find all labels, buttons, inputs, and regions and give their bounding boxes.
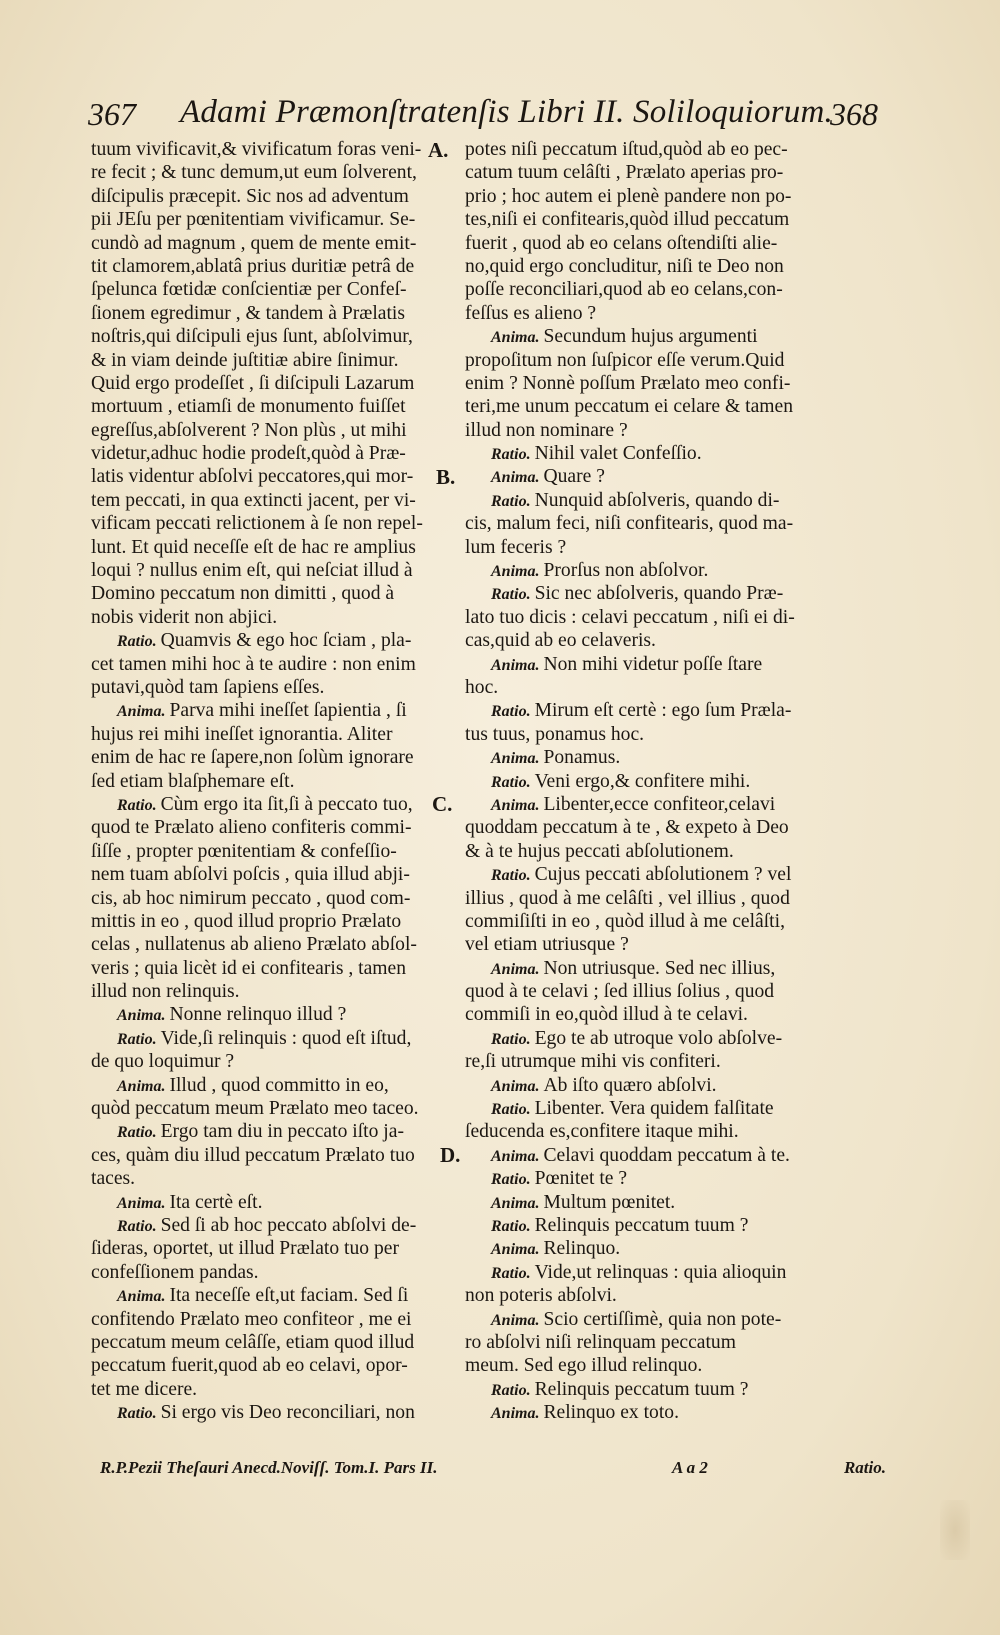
line-text: confeſſionem pandas. <box>91 1261 259 1283</box>
line-text: ſpelunca fœtidæ conſcientiæ per Confeſ- <box>91 279 407 301</box>
line-text: quod te Prælato alieno confiteris commi- <box>91 817 412 839</box>
text-line <box>465 325 845 348</box>
line-text: potes niſi peccatum iſtud,quòd ab eo pec- <box>465 139 788 160</box>
line-text: ces, quàm diu illud peccatum Prælato tuo <box>91 1144 415 1166</box>
speaker-label: Ratio. <box>117 1124 157 1142</box>
line-text: tuum vivificavit,& vivificatum foras veni- <box>91 139 422 160</box>
line-text: fuerit , quod ab eo celans oſtendiſti alie- <box>465 232 778 254</box>
line-text: nobis viderit non abjici. <box>91 606 278 628</box>
text-line <box>91 582 463 605</box>
signature-mark: A a 2 <box>672 1458 708 1477</box>
text-line <box>465 1003 845 1026</box>
line-text: Ergo tam diu in peccato iſto ja- <box>160 1121 404 1143</box>
text-line <box>465 1027 845 1050</box>
line-text: tet me dicere. <box>91 1378 198 1400</box>
text-line <box>91 1027 463 1050</box>
text-line <box>91 1401 463 1424</box>
line-text: peccatum meum celâſſe, etiam quod illud <box>91 1331 415 1353</box>
line-text: enim de hac re ſapere,non ſolùm ignorare <box>91 747 414 769</box>
line-text: mortuum , etiamſi de monumento fuiſſet <box>91 396 406 418</box>
speaker-label: Anima. <box>491 563 540 581</box>
line-text: lum feceris ? <box>465 536 567 558</box>
text-line <box>91 980 463 1003</box>
line-text: Parva mihi ineſſet ſapientia , ſi <box>169 700 407 722</box>
text-line <box>465 395 845 418</box>
line-text: Ponamus. <box>543 747 621 769</box>
line-text: tem peccati, in qua extincti jacent, per vi- <box>91 489 416 511</box>
text-line <box>91 1144 463 1167</box>
page-header <box>88 92 878 138</box>
text-line <box>91 910 463 933</box>
speaker-label: Anima. <box>491 1194 540 1212</box>
text-line <box>465 419 845 442</box>
text-line <box>465 278 845 301</box>
text-line <box>465 840 845 863</box>
line-text: ſed etiam blaſphemare eſt. <box>91 770 295 792</box>
running-title: Adami Præmonſtratenſis Libri II. Soliloquiorum. <box>180 94 833 130</box>
line-text: quòd peccatum meum Prælato meo taceo. <box>91 1098 419 1120</box>
line-text: latis videntur abſolvi peccatores,qui mor- <box>91 466 414 488</box>
line-text: Relinquis peccatum tuum ? <box>534 1214 749 1236</box>
text-line <box>91 676 463 699</box>
text-line <box>465 465 845 488</box>
line-text: tus tuus, ponamus hoc. <box>465 723 645 745</box>
line-text: Relinquo ex toto. <box>543 1402 679 1424</box>
text-line <box>91 302 463 325</box>
text-line <box>465 746 845 769</box>
speaker-label: Ratio. <box>491 446 531 464</box>
line-text: Ita certè eſt. <box>169 1191 263 1213</box>
line-text: noſtris,qui diſcipuli ejus ſunt, abſolvimur, <box>91 326 413 348</box>
line-text: ſeducenda es,confitere itaque mihi. <box>465 1121 739 1143</box>
text-line <box>91 1003 463 1026</box>
text-line <box>465 161 845 184</box>
speaker-label: Ratio. <box>491 1101 531 1119</box>
speaker-label: Anima. <box>117 703 166 721</box>
text-line <box>91 325 463 348</box>
line-text: peccatum fuerit,quod ab eo celavi, opor- <box>91 1355 408 1377</box>
speaker-label: Ratio. <box>117 1030 157 1048</box>
speaker-label: Anima. <box>491 1241 540 1259</box>
line-text: feſſus es alieno ? <box>465 302 597 324</box>
text-line <box>465 208 845 231</box>
text-line <box>465 185 845 208</box>
line-text: Quare ? <box>543 466 605 488</box>
text-line <box>91 1167 463 1190</box>
text-line <box>91 395 463 418</box>
line-text: teri,me unum peccatum ei celare & tamen <box>465 396 794 418</box>
speaker-label: Anima. <box>117 1077 166 1095</box>
text-line <box>465 349 845 372</box>
line-text: vel etiam utriusque ? <box>465 934 629 956</box>
line-text: Veni ergo,& confitere mihi. <box>534 770 751 792</box>
text-line <box>465 723 845 746</box>
text-line <box>91 512 463 535</box>
text-line <box>91 559 463 582</box>
text-line <box>91 1284 463 1307</box>
margin-letter-a: A. <box>428 138 449 162</box>
paper-stain <box>940 1500 970 1560</box>
line-text: Pœnitet te ? <box>534 1168 628 1190</box>
line-text: Ego te ab utroque volo abſolve- <box>534 1027 783 1049</box>
line-text: illius , quod à me celâſti , vel illius , quod <box>465 887 790 909</box>
speaker-label: Anima. <box>491 796 540 814</box>
text-line <box>91 1378 463 1401</box>
speaker-label: Anima. <box>117 1007 166 1025</box>
speaker-label: Ratio. <box>491 492 531 510</box>
text-line <box>465 910 845 933</box>
line-text: Vide,ſi relinquis : quod eſt iſtud, <box>160 1027 412 1049</box>
speaker-label: Anima. <box>491 1077 540 1095</box>
line-text: hoc. <box>465 676 499 698</box>
line-text: Ab iſto quæro abſolvi. <box>543 1074 717 1096</box>
line-text: celas , nullatenus ab alieno Prælato abſol- <box>91 934 417 956</box>
text-line <box>465 1050 845 1073</box>
text-line <box>91 1237 463 1260</box>
speaker-label: Anima. <box>117 1194 166 1212</box>
line-text: Scio certiſſimè, quia non pote- <box>543 1308 782 1330</box>
line-text: & in viam deinde juſtitiæ abire ſinimur. <box>91 349 399 371</box>
text-line <box>91 185 463 208</box>
page-number-left: 367 <box>88 96 136 132</box>
line-text: vificam peccati relictionem à ſe non repel- <box>91 513 423 535</box>
text-line <box>465 138 845 161</box>
line-text: confitendo Prælato meo confiteor , me ei <box>91 1308 412 1330</box>
line-text: Si ergo vis Deo reconciliari, non <box>160 1402 415 1424</box>
line-text: nem tuam abſolvi poſcis , quia illud abji- <box>91 864 410 886</box>
speaker-label: Anima. <box>491 656 540 674</box>
line-text: illud non nominare ? <box>465 419 628 441</box>
line-text: Sed ſi ab hoc peccato abſolvi de- <box>160 1214 417 1236</box>
speaker-label: Ratio. <box>117 796 157 814</box>
line-text: lunt. Et quid neceſſe eſt de hac re amplius <box>91 536 416 558</box>
line-text: ſideras, oportet, ut illud Prælato tuo per <box>91 1238 400 1260</box>
line-text: non poteris abſolvi. <box>465 1285 617 1307</box>
text-line <box>91 793 463 816</box>
margin-letter-b: B. <box>436 465 456 489</box>
line-text: Prorſus non abſolvor. <box>543 560 709 582</box>
line-text: diſcipulis præcepit. Sic nos ad adventum <box>91 185 409 207</box>
speaker-label: Ratio. <box>491 586 531 604</box>
line-text: pii JEſu per pœnitentiam vivificamur. Se- <box>91 209 416 231</box>
speaker-label: Ratio. <box>117 633 157 651</box>
line-text: Secundum hujus argumenti <box>543 326 758 348</box>
text-line <box>91 629 463 652</box>
text-line <box>465 863 845 886</box>
text-line <box>465 232 845 255</box>
text-line <box>465 1284 845 1307</box>
speaker-label: Ratio. <box>491 1171 531 1189</box>
text-line <box>465 793 845 816</box>
text-line <box>91 770 463 793</box>
text-line <box>91 442 463 465</box>
catchword: Ratio. <box>843 1458 886 1477</box>
line-text: Domino peccatum non dimitti , quod à <box>91 583 395 605</box>
text-line <box>465 489 845 512</box>
text-line <box>465 1331 845 1354</box>
line-text: tit clamorem,ablatâ prius duritiæ petrâ de <box>91 255 415 277</box>
text-line <box>91 933 463 956</box>
text-line <box>91 1214 463 1237</box>
line-text: cis, malum feci, niſi confitearis, quod ma- <box>465 513 794 535</box>
text-line <box>465 442 845 465</box>
speaker-label: Ratio. <box>491 703 531 721</box>
speaker-label: Anima. <box>491 960 540 978</box>
text-line <box>465 1191 845 1214</box>
text-line <box>91 887 463 910</box>
line-text: commiſiſti in eo , quòd illud à me celâſti, <box>465 910 785 932</box>
line-text: Quid ergo prodeſſet , ſi diſcipuli Lazarum <box>91 372 415 394</box>
line-text: Vide,ut relinquas : quia alioquin <box>534 1261 787 1283</box>
page-number-right: 368 <box>830 96 878 132</box>
text-line <box>465 957 845 980</box>
line-text: loqui ? nullus enim eſt, qui neſciat illud à <box>91 560 413 582</box>
text-line <box>465 676 845 699</box>
text-line <box>465 1214 845 1237</box>
text-line <box>465 1074 845 1097</box>
text-line <box>91 1261 463 1284</box>
speaker-label: Anima. <box>491 750 540 768</box>
text-line <box>91 1120 463 1143</box>
text-line <box>91 1074 463 1097</box>
line-text: taces. <box>91 1168 136 1190</box>
text-line <box>465 1308 845 1331</box>
speaker-label: Ratio. <box>491 1264 531 1282</box>
text-line <box>91 1191 463 1214</box>
line-text: tes,niſi ei confitearis,quòd illud peccatum <box>465 209 790 231</box>
text-line <box>91 699 463 722</box>
text-line <box>465 302 845 325</box>
text-line <box>91 208 463 231</box>
left-column <box>91 138 463 1424</box>
line-text: Cùm ergo ita ſit,ſi à peccato tuo, <box>160 793 413 815</box>
line-text: hujus rei mihi ineſſet ignorantia. Aliter <box>91 723 393 745</box>
line-text: meum. Sed ego illud relinquo. <box>465 1355 703 1377</box>
line-text: illud non relinquis. <box>91 981 240 1003</box>
text-line <box>91 653 463 676</box>
line-text: lato tuo dicis : celavi peccatum , niſi ei di- <box>465 606 795 628</box>
text-line <box>91 1331 463 1354</box>
text-line <box>465 980 845 1003</box>
text-line <box>465 699 845 722</box>
speaker-label: Anima. <box>117 1288 166 1306</box>
text-line <box>465 582 845 605</box>
line-text: Illud , quod committo in eo, <box>169 1074 389 1096</box>
line-text: de quo loquimur ? <box>91 1051 235 1073</box>
text-line <box>91 465 463 488</box>
line-text: videtur,adhuc hodie prodeſt,quòd à Præ- <box>91 443 406 465</box>
text-line <box>465 1401 845 1424</box>
line-text: Mirum eſt certè : ego ſum Præla- <box>534 700 792 722</box>
line-text: Relinquis peccatum tuum ? <box>534 1378 749 1400</box>
line-text: Nonne relinquo illud ? <box>169 1004 347 1026</box>
text-line <box>465 933 845 956</box>
speaker-label: Anima. <box>491 1405 540 1423</box>
text-line <box>465 653 845 676</box>
text-line <box>91 1097 463 1120</box>
text-line <box>91 816 463 839</box>
speaker-label: Ratio. <box>491 1030 531 1048</box>
text-line <box>465 1167 845 1190</box>
right-column <box>465 138 845 1424</box>
line-text: no,quid ergo concluditur, niſi te Deo non <box>465 255 784 277</box>
page-footer <box>100 1458 886 1488</box>
line-text: Sic nec abſolveris, quando Præ- <box>534 583 784 605</box>
line-text: ſiſſe , propter pœnitentiam & confeſſio- <box>91 840 397 862</box>
text-line <box>91 606 463 629</box>
line-text: re fecit ; & tunc demum,ut eum ſolverent, <box>91 162 417 184</box>
text-line <box>91 489 463 512</box>
text-line <box>465 1097 845 1120</box>
text-line <box>465 1261 845 1284</box>
line-text: catum tuum celâſti , Prælato aperias pro- <box>465 162 784 184</box>
text-line <box>465 1378 845 1401</box>
text-line <box>91 536 463 559</box>
line-text: cis, ab hoc nimirum peccato , quod com- <box>91 887 411 909</box>
speaker-label: Anima. <box>491 1311 540 1329</box>
text-line <box>91 255 463 278</box>
speaker-label: Ratio. <box>491 867 531 885</box>
line-text: prio ; hoc autem ei plenè pandere non po- <box>465 185 792 207</box>
text-line <box>465 1237 845 1260</box>
text-line <box>465 1120 845 1143</box>
text-line <box>91 161 463 184</box>
speaker-label: Anima. <box>491 469 540 487</box>
text-line <box>465 559 845 582</box>
line-text: egreſſus,abſolverent ? Non plùs , ut mihi <box>91 419 407 441</box>
line-text: commiſi in eo,quòd illud à te celavi. <box>465 1004 748 1026</box>
text-line <box>91 232 463 255</box>
line-text: Relinquo. <box>543 1238 621 1260</box>
line-text: mittis in eo , quod illud proprio Prælato <box>91 910 402 932</box>
margin-letter-d: D. <box>440 1143 461 1167</box>
text-line <box>465 255 845 278</box>
text-line <box>91 1354 463 1377</box>
text-line <box>465 512 845 535</box>
text-line <box>91 840 463 863</box>
signature-text: R.P.Pezii Theſauri Anecd.Noviſſ. Tom.I. Pars II. <box>100 1458 438 1477</box>
line-text: re,ſi utrumque mihi vis confiteri. <box>465 1051 721 1073</box>
line-text: quod à te celavi ; ſed illius ſolius , quod <box>465 981 775 1003</box>
text-line <box>91 723 463 746</box>
speaker-label: Anima. <box>491 1147 540 1165</box>
line-text: Non mihi videtur poſſe ſtare <box>543 653 763 675</box>
text-line <box>465 536 845 559</box>
line-text: veris ; quia licèt id ei confitearis , tamen <box>91 957 407 979</box>
text-line <box>91 1050 463 1073</box>
text-line <box>465 816 845 839</box>
line-text: putavi,quòd tam ſapiens eſſes. <box>91 676 325 698</box>
text-line <box>91 278 463 301</box>
line-text: cas,quid ab eo celaveris. <box>465 630 656 652</box>
line-text: propoſitum non ſuſpicor eſſe verum.Quid <box>465 349 785 371</box>
line-text: poſſe reconciliari,quod ab eo celans,con- <box>465 279 783 301</box>
text-line <box>465 770 845 793</box>
text-line <box>91 372 463 395</box>
line-text: Nihil valet Confeſſio. <box>534 443 702 465</box>
line-text: ro abſolvi niſi relinquam peccatum <box>465 1331 736 1353</box>
speaker-label: Ratio. <box>117 1405 157 1423</box>
speaker-label: Ratio. <box>491 1217 531 1235</box>
speaker-label: Ratio. <box>117 1217 157 1235</box>
text-line <box>91 349 463 372</box>
line-text: Cujus peccati abſolutionem ? vel <box>534 864 792 886</box>
text-line <box>91 746 463 769</box>
text-line <box>465 629 845 652</box>
line-text: enim ? Nonnè poſſum Prælato meo confi- <box>465 372 791 394</box>
line-text: Libenter,ecce confiteor,celavi <box>543 793 776 815</box>
text-line <box>91 1308 463 1331</box>
speaker-label: Ratio. <box>491 773 531 791</box>
line-text: Non utriusque. Sed nec illius, <box>543 957 776 979</box>
line-text: Multum pœnitet. <box>543 1191 676 1213</box>
speaker-label: Ratio. <box>491 1381 531 1399</box>
margin-letter-c: C. <box>432 792 453 816</box>
text-line <box>91 419 463 442</box>
text-line <box>465 1354 845 1377</box>
line-text: ſionem egredimur , & tandem à Prælatis <box>91 302 405 324</box>
speaker-label: Anima. <box>491 329 540 347</box>
text-line <box>465 606 845 629</box>
text-line <box>465 1144 845 1167</box>
line-text: Celavi quoddam peccatum à te. <box>543 1144 790 1166</box>
text-line <box>91 957 463 980</box>
text-line <box>91 863 463 886</box>
line-text: Ita neceſſe eſt,ut faciam. Sed ſi <box>169 1285 409 1307</box>
line-text: cet tamen mihi hoc à te audire : non enim <box>91 653 416 675</box>
line-text: Libenter. Vera quidem falſitate <box>534 1098 774 1120</box>
text-line <box>91 138 463 161</box>
line-text: Quamvis & ego hoc ſciam , pla- <box>160 630 412 652</box>
text-line <box>465 887 845 910</box>
line-text: Nunquid abſolveris, quando di- <box>534 489 780 511</box>
line-text: & à te hujus peccati abſolutionem. <box>465 840 734 862</box>
line-text: quoddam peccatum à te , & expeto à Deo <box>465 817 789 839</box>
text-line <box>465 372 845 395</box>
line-text: cundò ad magnum , quem de mente emit- <box>91 232 417 254</box>
